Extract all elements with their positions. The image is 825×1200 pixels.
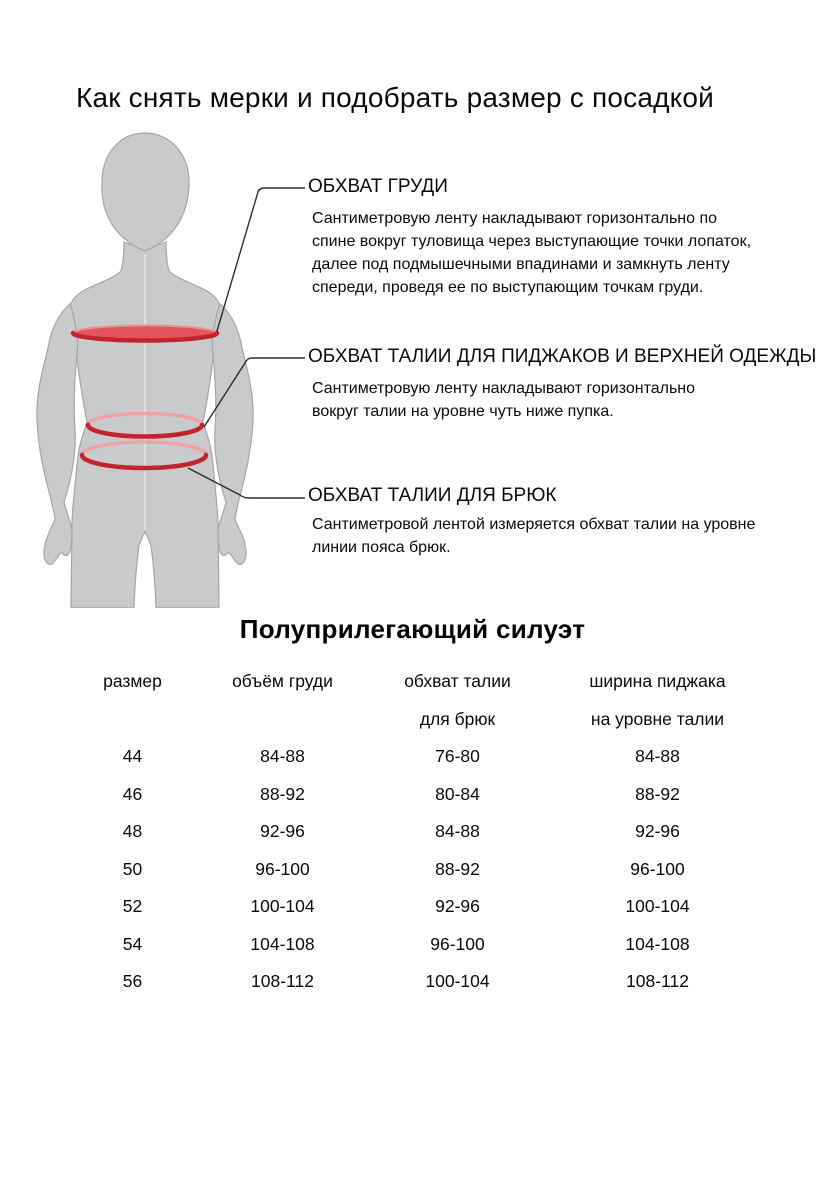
trouser-waist-cell: 88-92 <box>435 858 480 879</box>
size-cell: 56 <box>122 971 143 992</box>
chest-cell: 108-112 <box>251 971 314 992</box>
jacket-width-cell: 108-112 <box>626 971 689 992</box>
trouser-waist-cell: 92-96 <box>435 896 480 917</box>
column-header-size: размер <box>103 671 162 692</box>
trouser-waist-cell: 84-88 <box>435 821 480 842</box>
size-cell: 44 <box>122 746 143 767</box>
column-header-jacket-width: ширина пиджака на уровне талии <box>589 671 726 729</box>
jacket-waist-measure-block <box>308 346 816 423</box>
jacket-width-cell: 104-108 <box>625 933 690 954</box>
jacket-width-cell: 88-92 <box>635 783 680 804</box>
measurement-description: Сантиметровой лентой измеряется обхват талии на уровне линии пояса брюк. <box>312 516 756 556</box>
measurement-description: Сантиметровую ленту накладывают горизонтально по спине вокруг туловища через выступающие точки лопаток, далее под подмышечными впадинами и замкнуть ленту спереди, проведя ее по выступающим точкам груди. <box>312 210 752 296</box>
measurement-label: ОБХВАТ ГРУДИ <box>308 176 448 197</box>
trouser-waist-measure-block <box>308 485 782 559</box>
measurement-figure <box>25 130 315 608</box>
size-table-section <box>60 614 765 1001</box>
jacket-width-cell: 92-96 <box>635 821 680 842</box>
jacket-width-cell: 100-104 <box>625 896 690 917</box>
chest-cell: 92-96 <box>260 821 305 842</box>
trouser-waist-cell: 80-84 <box>435 783 480 804</box>
chest-cell: 104-108 <box>250 933 315 954</box>
trouser-waist-cell: 96-100 <box>430 933 485 954</box>
head-silhouette <box>102 133 189 251</box>
chest-measure-block <box>308 176 762 299</box>
size-cell: 54 <box>122 933 143 954</box>
chest-cell: 100-104 <box>250 896 315 917</box>
jacket-width-cell: 84-88 <box>635 746 680 767</box>
chest-cell: 84-88 <box>260 746 305 767</box>
size-table <box>60 663 765 1001</box>
page-title: Как снять мерки и подобрать размер с посадкой <box>75 82 715 113</box>
size-table-title: Полуприлегающий силуэт <box>239 614 586 644</box>
size-cell: 46 <box>122 783 143 804</box>
chest-cell: 88-92 <box>260 783 305 804</box>
measurement-description: Сантиметровую ленту накладывают горизонтально вокруг талии на уровне чуть ниже пупка. <box>312 380 696 420</box>
column-header-trouser-waist: обхват талии для брюк <box>404 671 511 729</box>
size-cell: 50 <box>122 858 143 879</box>
trouser-waist-cell: 76-80 <box>435 746 480 767</box>
chest-band <box>73 326 217 341</box>
trouser-waist-cell: 100-104 <box>425 971 490 992</box>
measurement-label: ОБХВАТ ТАЛИИ ДЛЯ ПИДЖАКОВ И ВЕРХНЕЙ ОДЕЖДЫ <box>308 346 817 367</box>
size-cell: 48 <box>122 821 143 842</box>
jacket-width-cell: 96-100 <box>630 858 685 879</box>
column-header-chest: объём груди <box>232 671 333 692</box>
measurement-label: ОБХВАТ ТАЛИИ ДЛЯ БРЮК <box>308 485 557 506</box>
chest-connector-line <box>217 188 305 331</box>
chest-cell: 96-100 <box>255 858 310 879</box>
size-cell: 52 <box>122 896 143 917</box>
male-silhouette-diagram <box>25 130 315 608</box>
